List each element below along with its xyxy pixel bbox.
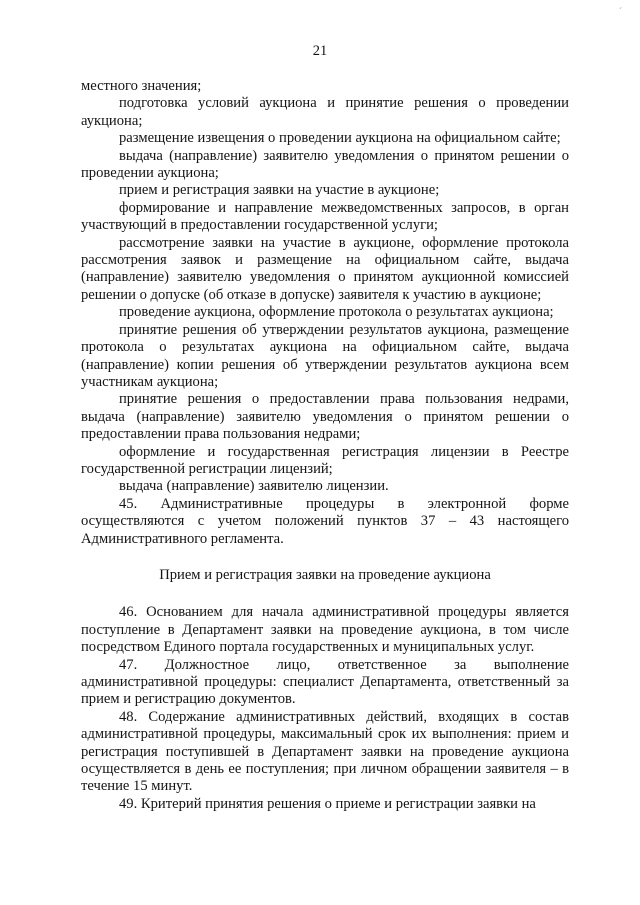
paragraph: местного значения; [81, 78, 202, 94]
paragraph: размещение извещения о проведении аукциона на официальном сайте; [119, 130, 561, 147]
paragraph-48: 48. Содержание административных действий, входящих в состав административной процедуры, максимальный срок их выполнения: прием и регистрация поступившей в Департамент заявки на проведение аукциона осуществляется в день ее поступления; при личном обращении заявителя – в течение 15 минут. [81, 708, 569, 795]
paragraph-49: 49. Критерий принятия решения о приеме и регистрации заявки на [119, 795, 536, 812]
paragraph: выдача (направление) заявителю лицензии. [119, 478, 389, 495]
paragraph: формирование и направление межведомственных запросов, в орган участвующий в предоставлении государственной услуги; [81, 199, 569, 234]
paragraph-47: 47. Должностное лицо, ответственное за выполнение административной процедуры: специалист Департамента, ответственный за прием и регистрацию документов. [81, 656, 569, 708]
paragraph-46: 46. Основанием для начала административной процедуры является поступление в Департамент заявки на проведение аукциона, в том числе посредством Единого портала государственных и муниципальных услуг. [81, 604, 569, 656]
paragraph: оформление и государственная регистрация лицензии в Реестре государственной регистрации лицензий; [81, 443, 569, 477]
corner-mark: ´ [619, 6, 622, 16]
paragraph: выдача (направление) заявителю уведомления о принятом решении о проведении аукциона; [81, 147, 569, 182]
paragraph: принятие решения о предоставлении права пользования недрами, выдача (направление) заявителю уведомления о принятом решении о предоставлении права пользования недрами; [81, 391, 569, 443]
paragraph: принятие решения об утверждении результатов аукциона, размещение протокола о результатах аукциона на официальном сайте, выдача (направление) копии решения об утверждении результатов аукциона всем участникам аукциона; [81, 321, 569, 390]
section-heading: Прием и регистрация заявки на проведение аукциона [159, 566, 491, 583]
paragraph: прием и регистрация заявки на участие в аукционе; [119, 182, 440, 199]
document-body [81, 78, 569, 813]
paragraph: проведение аукциона, оформление протокола о результатах аукциона; [119, 304, 554, 321]
paragraph-45: 45. Административные процедуры в электронной форме осуществляются с учетом положений пунктов 37 – 43 настоящего Административного регламента. [81, 495, 569, 547]
paragraph: рассмотрение заявки на участие в аукционе, оформление протокола рассмотрения заявок и размещение на официальном сайте, выдача (направление) заявителю уведомления о принятом аукционной комиссией решении о допуске (об отказе в допуске) заявителя к участию в аукционе; [81, 234, 569, 303]
page-number: 21 [312, 43, 328, 59]
paragraph: подготовка условий аукциона и принятие решения о проведении аукциона; [81, 95, 569, 129]
